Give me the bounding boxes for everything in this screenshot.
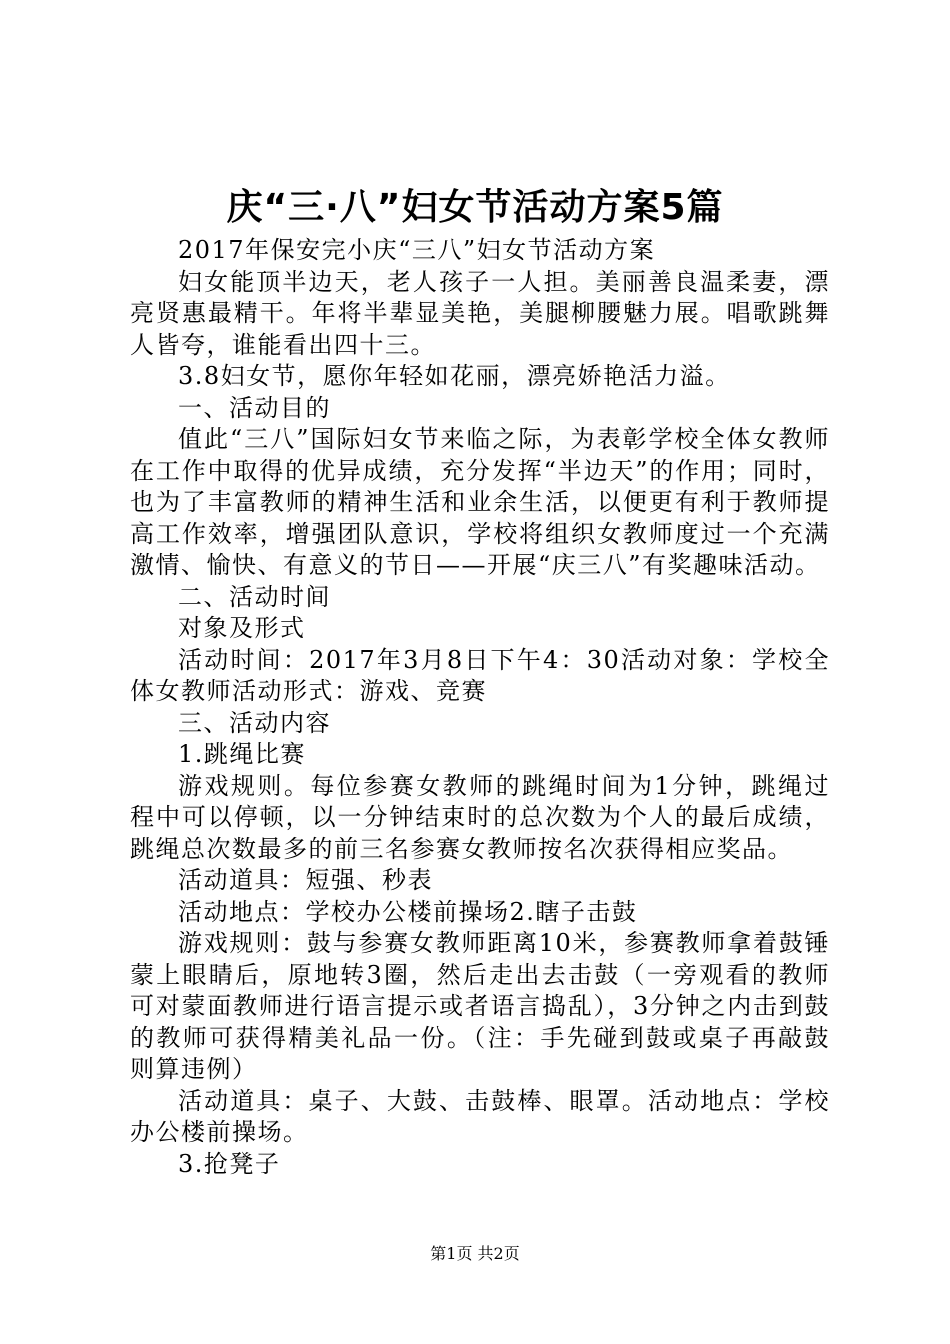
paragraph-heading: 2017年保安完小庆“三八”妇女节活动方案: [178, 236, 656, 264]
item-heading-chairs: 3.抢凳子: [178, 1149, 281, 1178]
section-heading-time: 二、活动时间: [178, 582, 331, 611]
paragraph-drum-rules: 游戏规则：鼓与参赛女教师距离10米，参赛教师拿着鼓锤蒙上眼睛后，原地转3圈，然后走出去击鼓（一旁观看的教师可对蒙面教师进行语言提示或者语言捣乱），3分钟之内击到鼓的教师可获得精美礼品一份。（注：手先碰到鼓或桌子再敲鼓则算违例）: [130, 929, 830, 1083]
paragraph-rope-props: 活动道具：短强、秒表: [178, 866, 433, 894]
paragraph-time-details: 活动时间：2017年3月8日下午4：30活动对象：学校全体女教师活动形式：游戏、竞赛: [130, 645, 830, 705]
paragraph-rope-location: 活动地点：学校办公楼前操场2.瞎子击鼓: [178, 897, 638, 926]
paragraph-poem: 妇女能顶半边天，老人孩子一人担。美丽善良温柔妻，漂亮贤惠最精干。年将半辈显美艳，美腿柳腰魅力展。唱歌跳舞人皆夸，谁能看出四十三。: [130, 267, 830, 359]
paragraph-purpose: 值此“三八”国际妇女节来临之际，为表彰学校全体女教师在工作中取得的优异成绩，充分发挥“半边天”的作用；同时，也为了丰富教师的精神生活和业余生活，以便更有利于教师提高工作效率，增强团队意识，学校将组织女教师度过一个充满激情、愉快、有意义的节日——开展“庆三八”有奖趣味活动。: [130, 425, 830, 579]
item-heading-rope: 1.跳绳比赛: [178, 740, 306, 768]
paragraph-rope-rules: 游戏规则。每位参赛女教师的跳绳时间为1分钟，跳绳过程中可以停顿，以一分钟结束时的总次数为个人的最后成绩，跳绳总次数最多的前三名参赛女教师按名次获得相应奖品。: [130, 771, 830, 863]
paragraph-drum-props: 活动道具：桌子、大鼓、击鼓棒、眼罩。活动地点：学校办公楼前操场。: [130, 1086, 830, 1146]
page-footer: 第1页 共2页: [430, 1244, 520, 1263]
section-heading-content: 三、活动内容: [178, 708, 331, 737]
section-subheading-form: 对象及形式: [178, 614, 306, 642]
paragraph-greeting: 3.8妇女节，愿你年轻如花丽，漂亮娇艳活力溢。: [178, 362, 731, 390]
page-title: 庆“三·八”妇女节活动方案5篇: [226, 187, 724, 228]
document-body: [130, 235, 830, 1180]
section-heading-purpose: 一、活动目的: [178, 393, 331, 422]
